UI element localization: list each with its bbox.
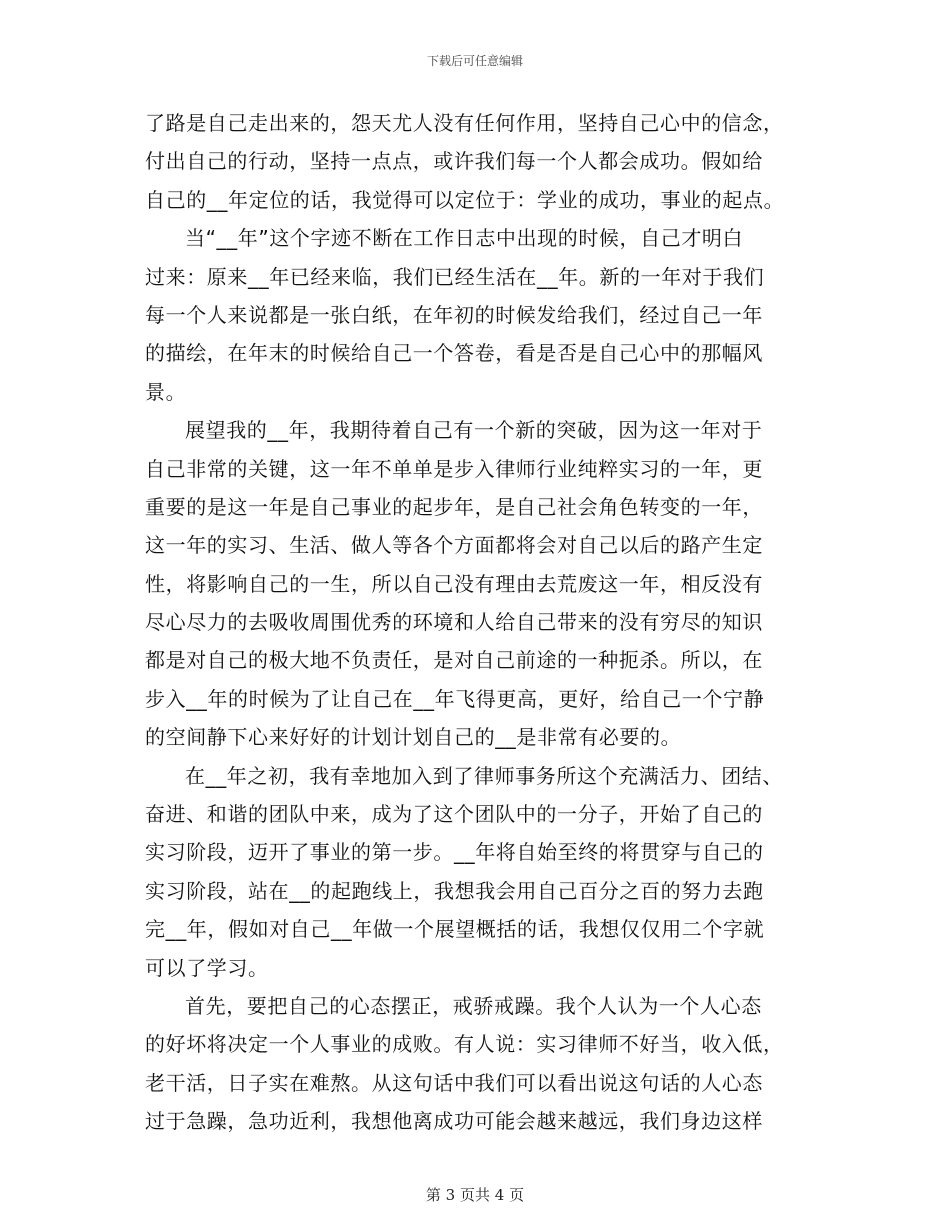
text-line: 了路是自己走出来的，怨天尤人没有任何作用，坚持自己心中的信念，: [145, 111, 784, 135]
text-line: 这一年的实习、生活、做人等各个方面都将会对自己以后的路产生定: [145, 533, 763, 558]
text-line: 步入__年的时候为了让自己在__年飞得更高，更好，给自己一个宁静: [145, 686, 765, 711]
text-line: 实习阶段，迈开了事业的第一步。__年将自始至终的将贯穿与自己的: [145, 840, 764, 865]
text-line: 过于急躁，急功近利，我想他离成功可能会越来越远，我们身边这样: [145, 1109, 763, 1134]
text-line: 自己非常的关键，这一年不单单是步入律师行业纯粹实习的一年，更: [145, 456, 763, 481]
text-line: 付出自己的行动，坚持一点点，或许我们每一个人都会成功。假如给: [145, 149, 763, 174]
text-line: 当“__年”这个字迹不断在工作日志中出现的时候，自己才明白: [185, 226, 744, 251]
text-line: 尽心尽力的去吸收周围优秀的环境和人给自己带来的没有穷尽的知识: [145, 610, 763, 635]
text-line: 都是对自己的极大地不负责任，是对自己前途的一种扼杀。所以，在: [145, 648, 763, 673]
text-line: 展望我的__年，我期待着自己有一个新的突破，因为这一年对于: [185, 418, 763, 443]
text-line: 首先，要把自己的心态摆正，戒骄戒躁。我个人认为一个人心态: [185, 993, 762, 1018]
text-line: 在__年之初，我有幸地加入到了律师事务所这个充满活力、团结、: [185, 763, 783, 788]
text-line: 实习阶段，站在__的起跑线上，我想我会用自己百分之百的努力去跑: [145, 878, 764, 903]
text-line: 的空间静下心来好好的计划计划自己的__是非常有必要的。: [145, 725, 682, 750]
text-line: 可以了学习。: [145, 955, 269, 980]
text-line: 自己的__年定位的话，我觉得可以定位于：学业的成功，事业的起点。: [145, 187, 785, 212]
text-line: 景。: [145, 379, 187, 404]
text-line: 每一个人来说都是一张白纸，在年初的时候发给我们，经过自己一年: [145, 302, 763, 327]
text-line: 过来：原来__年已经来临，我们已经生活在__年。新的一年对于我们: [145, 264, 765, 289]
page-header: 下载后可任意编辑: [426, 54, 523, 68]
text-line: 的好坏将决定一个人事业的成败。有人说：实习律师不好当，收入低，: [145, 1032, 784, 1057]
text-line: 奋进、和谐的团队中来，成为了这个团队中的一分子，开始了自己的: [145, 802, 763, 827]
document-body: [145, 104, 815, 1141]
text-line: 性，将影响自己的一生，所以自己没有理由去荒废这一年，相反没有: [145, 571, 763, 596]
text-line: 完__年，假如对自己__年做一个展望概括的话，我想仅仅用二个字就: [145, 917, 765, 942]
text-line: 老干活，日子实在难熬。从这句话中我们可以看出说这句话的人心态: [145, 1070, 763, 1095]
text-line: 的描绘，在年末的时候给自己一个答卷，看是否是自己心中的那幅风: [145, 341, 763, 366]
text-line: 重要的是这一年是自己事业的起步年，是自己社会角色转变的一年，: [145, 494, 763, 519]
page-footer: 第 3 页共 4 页: [425, 1186, 525, 1204]
